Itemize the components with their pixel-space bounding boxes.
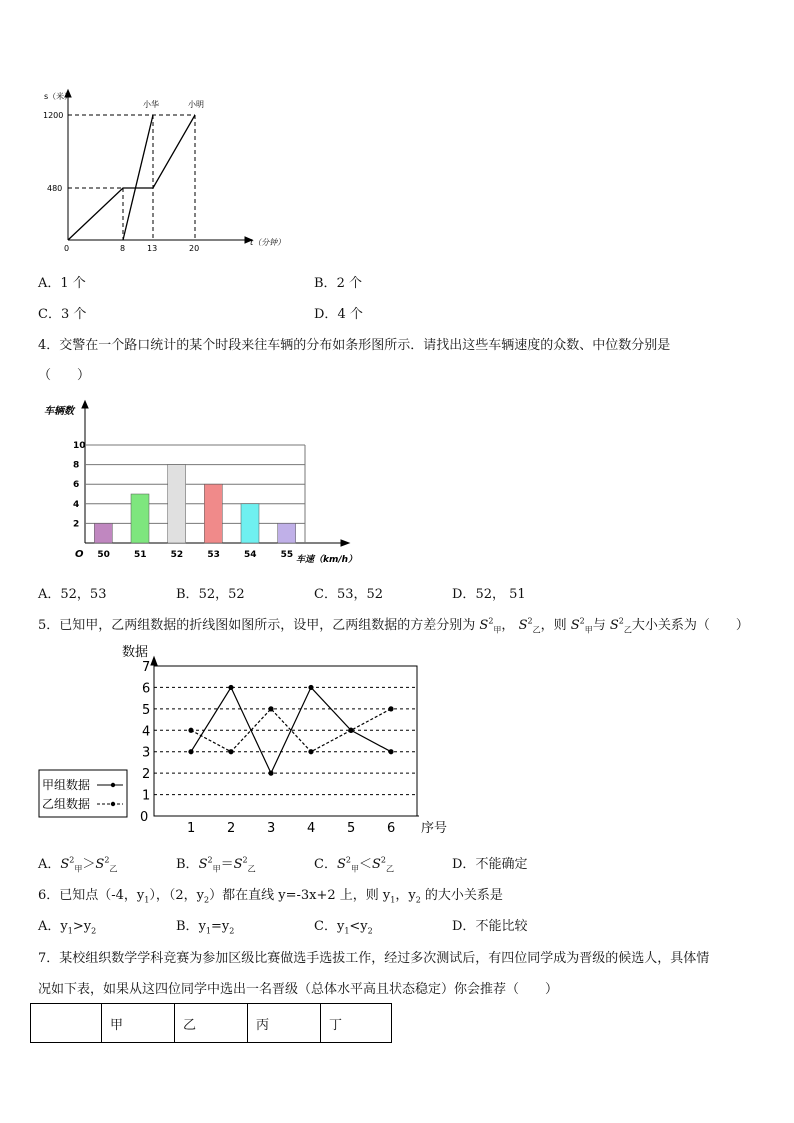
q3-xtick-20: 20 [189,244,200,253]
q5-ytick: 4 [142,724,151,740]
q5-ytick: 1 [142,788,151,804]
q5-legend [39,770,127,817]
q4-option-a: A．52，53 [38,587,107,602]
q4-origin: O [75,549,84,560]
q5-legend-yi: 乙组数据 [42,797,91,811]
q4-bar [168,465,186,543]
q5-xtick: 6 [387,821,396,836]
table-row [31,1004,392,1043]
q5-point [308,685,313,690]
q5-legend-jia: 甲组数据 [42,778,91,792]
q4-ytick: 8 [73,460,80,471]
q5-ylabel: 数据 [122,645,149,660]
q5-y-arrow [151,657,157,665]
q4-bar [94,523,112,543]
q4-stem: 4．交警在一个路口统计的某个时段来往车辆的分布如条形图所示．请找出这些车辆速度的众数、中位数分别是 [38,338,671,353]
q5-xtick: 3 [267,821,276,836]
q4-ytick: 10 [73,441,86,451]
q3-label-xiaohua: 小华 [143,100,159,109]
q6-option-a: A．$y_1>y_2$ [38,919,97,936]
q3-series-xiaoming [68,115,195,240]
q6-option-b: B．$y_1=y_2$ [176,919,235,936]
q5-ytick: 7 [142,660,151,675]
q5-stem: 5．已知甲，乙两组数据的折线图如图所示，设甲，乙两组数据的方差分别为 $S^2_甲$， $S^2_乙$，则 $S^2_甲$与 $S^2_乙$大小关系为（ ） [38,616,749,635]
table-cell-corner [31,1004,102,1043]
q3-xlabel: t（分钟） [250,238,286,247]
q4-xtick: 54 [244,550,257,560]
table-header-bing: 丙 [248,1004,321,1043]
q3-distance-time-chart [40,85,300,255]
q4-ytick: 2 [73,519,80,530]
q5-point [268,771,273,776]
q3-option-b: B．2 个 [314,276,362,291]
q4-y-arrow [82,401,88,408]
q5-point [268,706,273,711]
q3-xtick-0: 0 [64,244,70,253]
q4-bar [278,523,296,543]
q5-option-d: D．不能确定 [452,857,528,872]
q4-bracket: （ ） [38,368,91,383]
q3-ytick-480: 480 [47,184,63,193]
q5-ytick: 5 [142,702,151,718]
q3-xtick-13: 13 [147,244,158,253]
q4-option-c: C．53，52 [314,587,384,602]
q5-point [228,685,233,690]
q4-xtick: 51 [134,550,147,560]
q6-option-c: C．$y_1<y_2$ [314,919,373,936]
q5-ytick: 2 [142,767,151,783]
table-header-ding: 丁 [321,1004,392,1043]
q5-point [388,749,393,754]
q5-xlabel: 序号 [421,821,448,836]
q4-bar [241,504,259,543]
q3-option-d: D．4 个 [314,307,363,322]
q3-label-xiaoming: 小明 [188,100,204,109]
q5-xtick: 5 [347,821,356,836]
q4-xtick: 53 [207,550,220,560]
q5-legend-jia-marker [111,783,115,787]
q5-line-chart [36,638,456,838]
q4-bar-chart [40,395,370,567]
q5-point [388,706,393,711]
q4-xtick: 55 [280,550,294,560]
table-header-jia: 甲 [102,1004,175,1043]
q5-ytick: 3 [142,745,151,761]
q5-point [308,749,313,754]
q6-option-d: D．不能比较 [452,919,528,934]
q5-option-b: B．$S^2_甲=S^2_乙$ [176,855,256,874]
q5-xtick: 2 [227,821,236,836]
q3-option-c: C．3 个 [38,307,87,322]
q4-xtick: 52 [170,550,184,560]
q4-option-b: B．52，52 [176,587,245,602]
q4-bar [131,494,149,543]
q3-xtick-8: 8 [120,244,126,253]
q5-point [348,728,353,733]
q6-stem: 6．已知点（-4，$y_1$），（2，$y_2$）都在直线 y=-3x+2 上，则 $y_1$，$y_2$ 的大小关系是 [38,888,503,905]
q5-origin: 0 [140,810,149,825]
q4-ytick: 4 [73,499,80,510]
q4-option-d: D．52， 51 [452,587,526,602]
q5-point [188,728,193,733]
q3-option-a: A．1 个 [38,276,86,291]
q5-ytick: 6 [142,681,151,697]
q5-xtick: 1 [187,821,196,836]
q7-stem-line2: 况如下表，如果从这四位同学中选出一名晋级（总体水平高且状态稳定）你会推荐（ ） [38,982,559,997]
q5-option-c: C．$S^2_甲<S^2_乙$ [314,855,394,874]
q4-ytick: 6 [73,480,80,491]
q5-legend-yi-marker [111,802,115,806]
q5-point [228,749,233,754]
q3-ytick-1200: 1200 [43,111,64,120]
q4-xtick: 50 [97,550,110,560]
q5-xtick: 4 [307,821,316,836]
q4-bar [204,484,222,543]
q3-series-xiaohua [123,115,153,240]
q4-xlabel: 车速（km/h） [296,555,358,565]
q5-point [188,749,193,754]
table-header-yi: 乙 [175,1004,248,1043]
q4-ylabel: 车辆数 [44,406,74,417]
q7-stem-line1: 7．某校组织数学学科竞赛为参加区级比赛做选手选拔工作，经过多次测试后，有四位同学成为晋级的候选人，具体情 [38,951,710,966]
q7-table [30,1003,392,1043]
q4-x-arrow [341,540,349,546]
q3-ylabel: s（米） [44,92,73,101]
q5-option-a: A．$S^2_甲>S^2_乙$ [38,855,118,874]
